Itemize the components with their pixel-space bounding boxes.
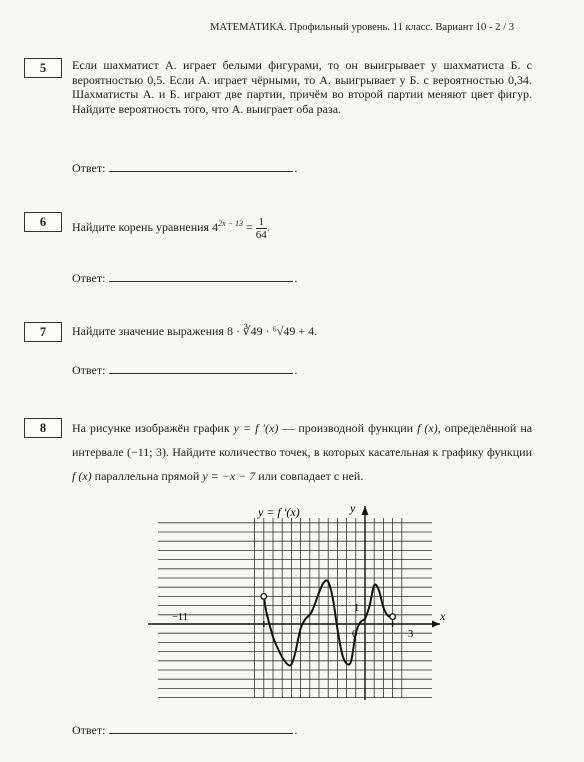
answer-label: Ответ: <box>72 271 106 285</box>
task-5-number: 5 <box>24 58 62 78</box>
task-8-part6: или совпадает с ней. <box>258 469 364 483</box>
task-8-part5: параллельна прямой <box>94 469 200 483</box>
task-8-formula-function-2: f (x) <box>72 469 92 483</box>
task-6-number: 6 <box>24 212 62 232</box>
fraction-denominator: 64 <box>255 228 267 241</box>
task-7-number: 7 <box>24 322 62 342</box>
task-7-expression: 8 · ∛49 · ⁶√49 + 4. <box>226 324 318 338</box>
answer-label: Ответ: <box>72 363 106 377</box>
task-8-formula-derivative: y = f ′(x) <box>233 421 279 435</box>
task-8-formula-function: f (x), <box>417 421 441 435</box>
task-6-end: . <box>266 220 270 234</box>
task-6-exponent: 2x − 13 <box>218 219 244 228</box>
answer-label: Ответ: <box>72 723 106 737</box>
curve-label: y = f ′(x) <box>258 505 300 519</box>
y-axis-label: y <box>350 501 356 515</box>
task-8-answer[interactable] <box>72 722 297 738</box>
answer-dot: . <box>294 363 298 377</box>
open-endpoint-right <box>390 614 396 620</box>
page-header: МАТЕМАТИКА. Профильный уровень. 11 класс. Вариант 10 - 2 / 3 <box>210 22 515 33</box>
tick-label-zero: 0 <box>352 629 358 640</box>
task-8-part1: На рисунке изображён график <box>72 421 230 435</box>
task-8-part3: определённой на интервале <box>72 421 533 459</box>
tick-label-three: 3 <box>408 629 414 640</box>
graph-grid <box>158 518 432 698</box>
task-8-number: 8 <box>24 418 62 438</box>
x-axis-arrow <box>432 621 440 628</box>
task-5-text: Если шахматист А. играет белыми фигурами, то он выигрывает у шахматиста Б. с вероятностью 0,5. Если А. играет чёрными, то А. выигрывает у Б. с вероятностью 0,34. Шахматисты А. и Б. играют две партии, причём во второй партии меняют цвет фигур. Найдите вероятность того, что А. выиграет оба раза. <box>72 58 532 116</box>
answer-dot: . <box>294 723 298 737</box>
x-axis-label: x <box>440 609 446 623</box>
answer-line[interactable] <box>109 722 293 734</box>
task-6-prompt: Найдите корень уравнения <box>72 220 210 234</box>
open-endpoint-left <box>261 594 267 600</box>
graph-axes <box>148 506 440 700</box>
tick-label-minus-11: −11 <box>172 612 189 623</box>
task-8-formula-line: y = −x − 7 <box>202 469 256 483</box>
answer-label: Ответ: <box>72 161 106 175</box>
fraction-numerator: 1 <box>256 216 267 229</box>
answer-dot: . <box>294 271 298 285</box>
task-6-base: 4 <box>212 220 219 234</box>
answer-dot: . <box>294 161 298 175</box>
tick-label-one: 1 <box>354 603 360 614</box>
task-8-part2: — производной функции <box>282 421 414 435</box>
y-axis-arrow <box>362 506 369 515</box>
task-7-prompt: Найдите значение выражения <box>72 324 224 338</box>
task-6-equals: = <box>246 220 253 234</box>
task-8-part4: Найдите количество точек, в которых касательная к графику функции <box>172 445 533 459</box>
task-8-interval: (−11; 3). <box>126 445 169 459</box>
